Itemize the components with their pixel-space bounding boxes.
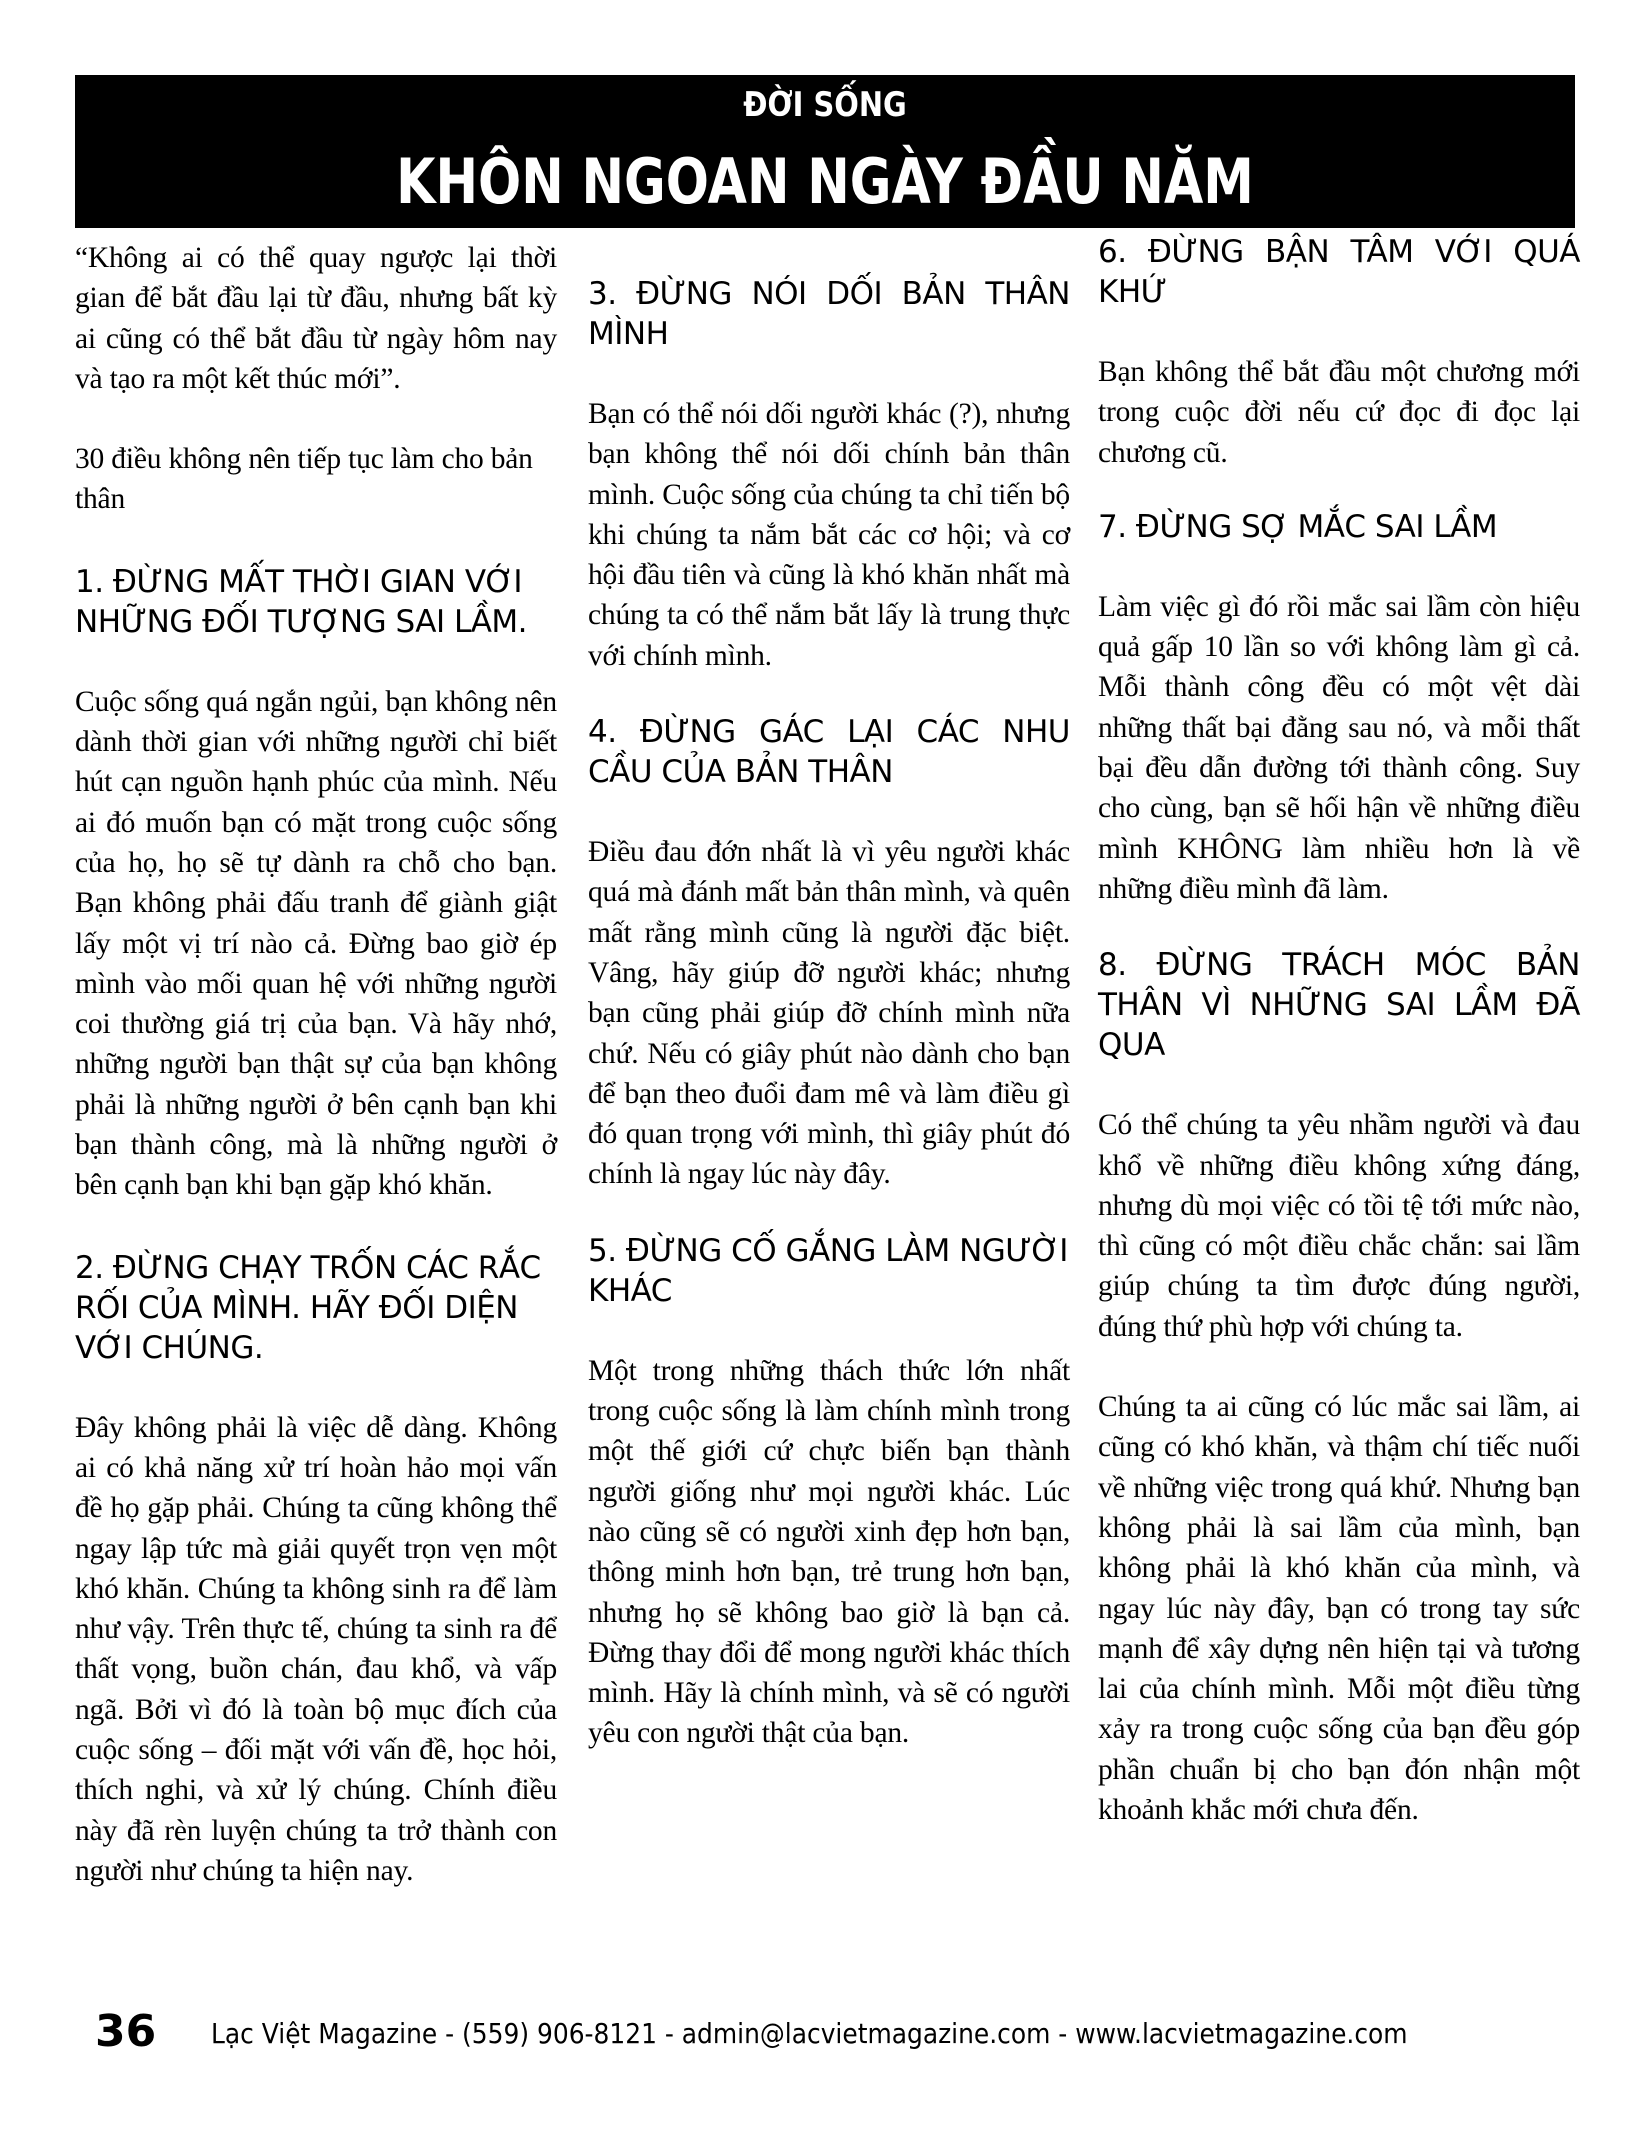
- column-2: [588, 274, 1070, 1754]
- section-body-2: Đây không phải là việc dễ dàng. Không ai có khả năng xử trí hoàn hảo mọi vấn đề họ gặp phải. Chúng ta cũng không thể ngay lập tức mà giải quyết trọn vẹn một khó khăn. Chúng ta không sinh ra để làm như vậy. Trên thực tế, chúng ta sinh ra để thất vọng, buồn chán, đau khổ, và vấp ngã. Bởi vì đó là toàn bộ mục đích của cuộc sống – đối mặt với vấn đề, học hỏi, thích nghi, và xử lý chúng. Chính điều này đã rèn luyện chúng ta trở thành con người như chúng ta hiện nay.: [75, 1411, 557, 1887]
- section-heading-4: 4. ĐỪNG GÁC LẠI CÁC NHU CẦU CỦA BẢN THÂN: [588, 714, 1070, 791]
- section-heading-3: 3. ĐỪNG NÓI DỐI BẢN THÂN MÌNH: [588, 276, 1070, 352]
- page-footer: [95, 2004, 1595, 2064]
- intro-lead: 30 điều không nên tiếp tục làm cho bản thân: [75, 443, 533, 516]
- section-body-8b: Chúng ta ai cũng có lúc mắc sai lầm, ai cũng có khó khăn, và thậm chí tiếc nuối về những việc trong quá khứ. Nhưng bạn không phải là sai lầm của mình, bạn không phải là khó khăn của mình, và ngay lúc này đây, bạn có trong tay sức mạnh để xây dựng nên hiện tại và tương lai của chính mình. Mỗi một điều từng xảy ra trong cuộc sống của bạn đều góp phần chuẩn bị cho bạn đón nhận một khoảnh khắc mới chưa đến.: [1098, 1391, 1580, 1827]
- section-body-1: Cuộc sống quá ngắn ngủi, bạn không nên dành thời gian với những người chỉ biết hút cạn nguồn hạnh phúc của mình. Nếu ai đó muốn bạn có mặt trong cuộc sống của họ, họ sẽ tự dành ra chỗ cho bạn. Bạn không phải đấu tranh để giành giật lấy một vị trí nào cả. Đừng bao giờ ép mình vào mối quan hệ với những người coi thường giá trị của bạn. Và hãy nhớ, những người bạn thật sự của bạn không phải là những người ở bên cạnh bạn khi bạn thành công, mà là những người ở bên cạnh bạn khi bạn gặp khó khăn.: [75, 685, 557, 1202]
- section-banner: [75, 75, 1575, 228]
- section-body-3: Bạn có thể nói dối người khác (?), nhưng bạn không thể nói dối chính bản thân mình. Cuộc sống của chúng ta chỉ tiến bộ khi chúng ta nắm bắt các cơ hội; và cơ hội đầu tiên và cũng là khó khăn nhất mà chúng ta có thể nắm bắt lấy là trung thực với chính mình.: [588, 398, 1070, 672]
- section-heading-7: 7. ĐỪNG SỢ MẮC SAI LẦM: [1098, 508, 1498, 545]
- section-heading-2: 2. ĐỪNG CHẠY TRỐN CÁC RẮC RỐI CỦA MÌNH. HÃY ĐỐI DIỆN VỚI CHÚNG.: [75, 1249, 541, 1366]
- section-body-5: Một trong những thách thức lớn nhất trong cuộc sống là làm chính mình trong một thế giới cứ chực biến bạn thành người giống như mọi người khác. Lúc nào cũng sẽ có người xinh đẹp hơn bạn, thông minh hơn bạn, trẻ trung hơn bạn, nhưng họ sẽ không bao giờ là bạn cả. Đừng thay đổi để mong người khác thích mình. Hãy là chính mình, và sẽ có người yêu con người thật của bạn.: [588, 1354, 1070, 1750]
- section-label: ĐỜI SỐNG: [743, 85, 907, 125]
- page-number: 36: [95, 2006, 157, 2057]
- section-body-8a: Có thể chúng ta yêu nhầm người và đau khổ về những điều không xứng đáng, nhưng dù mọi việc có tồi tệ tới mức nào, thì cũng có một điều chắc chắn: sai lầm giúp chúng ta tìm được đúng người, đúng thứ phù hợp với chúng ta.: [1098, 1109, 1580, 1343]
- section-body-4: Điều đau đớn nhất là vì yêu người khác quá mà đánh mất bản thân mình, và quên mất rằng mình cũng là người đặc biệt. Vâng, hãy giúp đỡ người khác; nhưng bạn cũng phải giúp đỡ chính mình nữa chứ. Nếu có giây phút nào dành cho bạn để bạn theo đuổi đam mê và làm điều gì đó quan trọng với mình, thì giây phút đó chính là ngay lúc này đây.: [588, 836, 1070, 1191]
- section-body-6: Bạn không thể bắt đầu một chương mới trong cuộc đời nếu cứ đọc đi đọc lại chương cũ.: [1098, 356, 1580, 469]
- section-heading-8: 8. ĐỪNG TRÁCH MÓC BẢN THÂN VÌ NHỮNG SAI LẦM ĐÃ QUA: [1098, 947, 1580, 1064]
- article-title: KHÔN NGOAN NGÀY ĐẦU NĂM: [396, 145, 1254, 218]
- intro-quote: “Không ai có thể quay ngược lại thời gian để bắt đầu lại từ đầu, nhưng bất kỳ ai cũng có thể bắt đầu từ ngày hôm nay và tạo ra một kết thúc mới”.: [75, 242, 557, 395]
- section-heading-6: 6. ĐỪNG BẬN TÂM VỚI QUÁ KHỨ: [1098, 234, 1580, 310]
- column-3: [1098, 232, 1580, 1830]
- section-heading-5: 5. ĐỪNG CỐ GẮNG LÀM NGƯỜI KHÁC: [588, 1232, 1068, 1309]
- section-body-7: Làm việc gì đó rồi mắc sai lầm còn hiệu quả gấp 10 lần so với không làm gì cả. Mỗi thành công đều có một vệt dài những thất bại đằng sau nó, và mỗi thất bại đều dẫn đường tới thành công. Suy cho cùng, bạn sẽ hối hận về những điều mình KHÔNG làm nhiều hơn là về những điều mình đã làm.: [1098, 590, 1580, 905]
- section-heading-1: 1. ĐỪNG MẤT THỜI GIAN VỚI NHỮNG ĐỐI TƯỢNG SAI LẦM.: [75, 563, 528, 640]
- footer-contact-line: Lạc Việt Magazine - (559) 906-8121 - admin@lacvietmagazine.com - www.lacvietmagazine.com: [211, 2017, 1408, 2050]
- column-1: [75, 238, 557, 1891]
